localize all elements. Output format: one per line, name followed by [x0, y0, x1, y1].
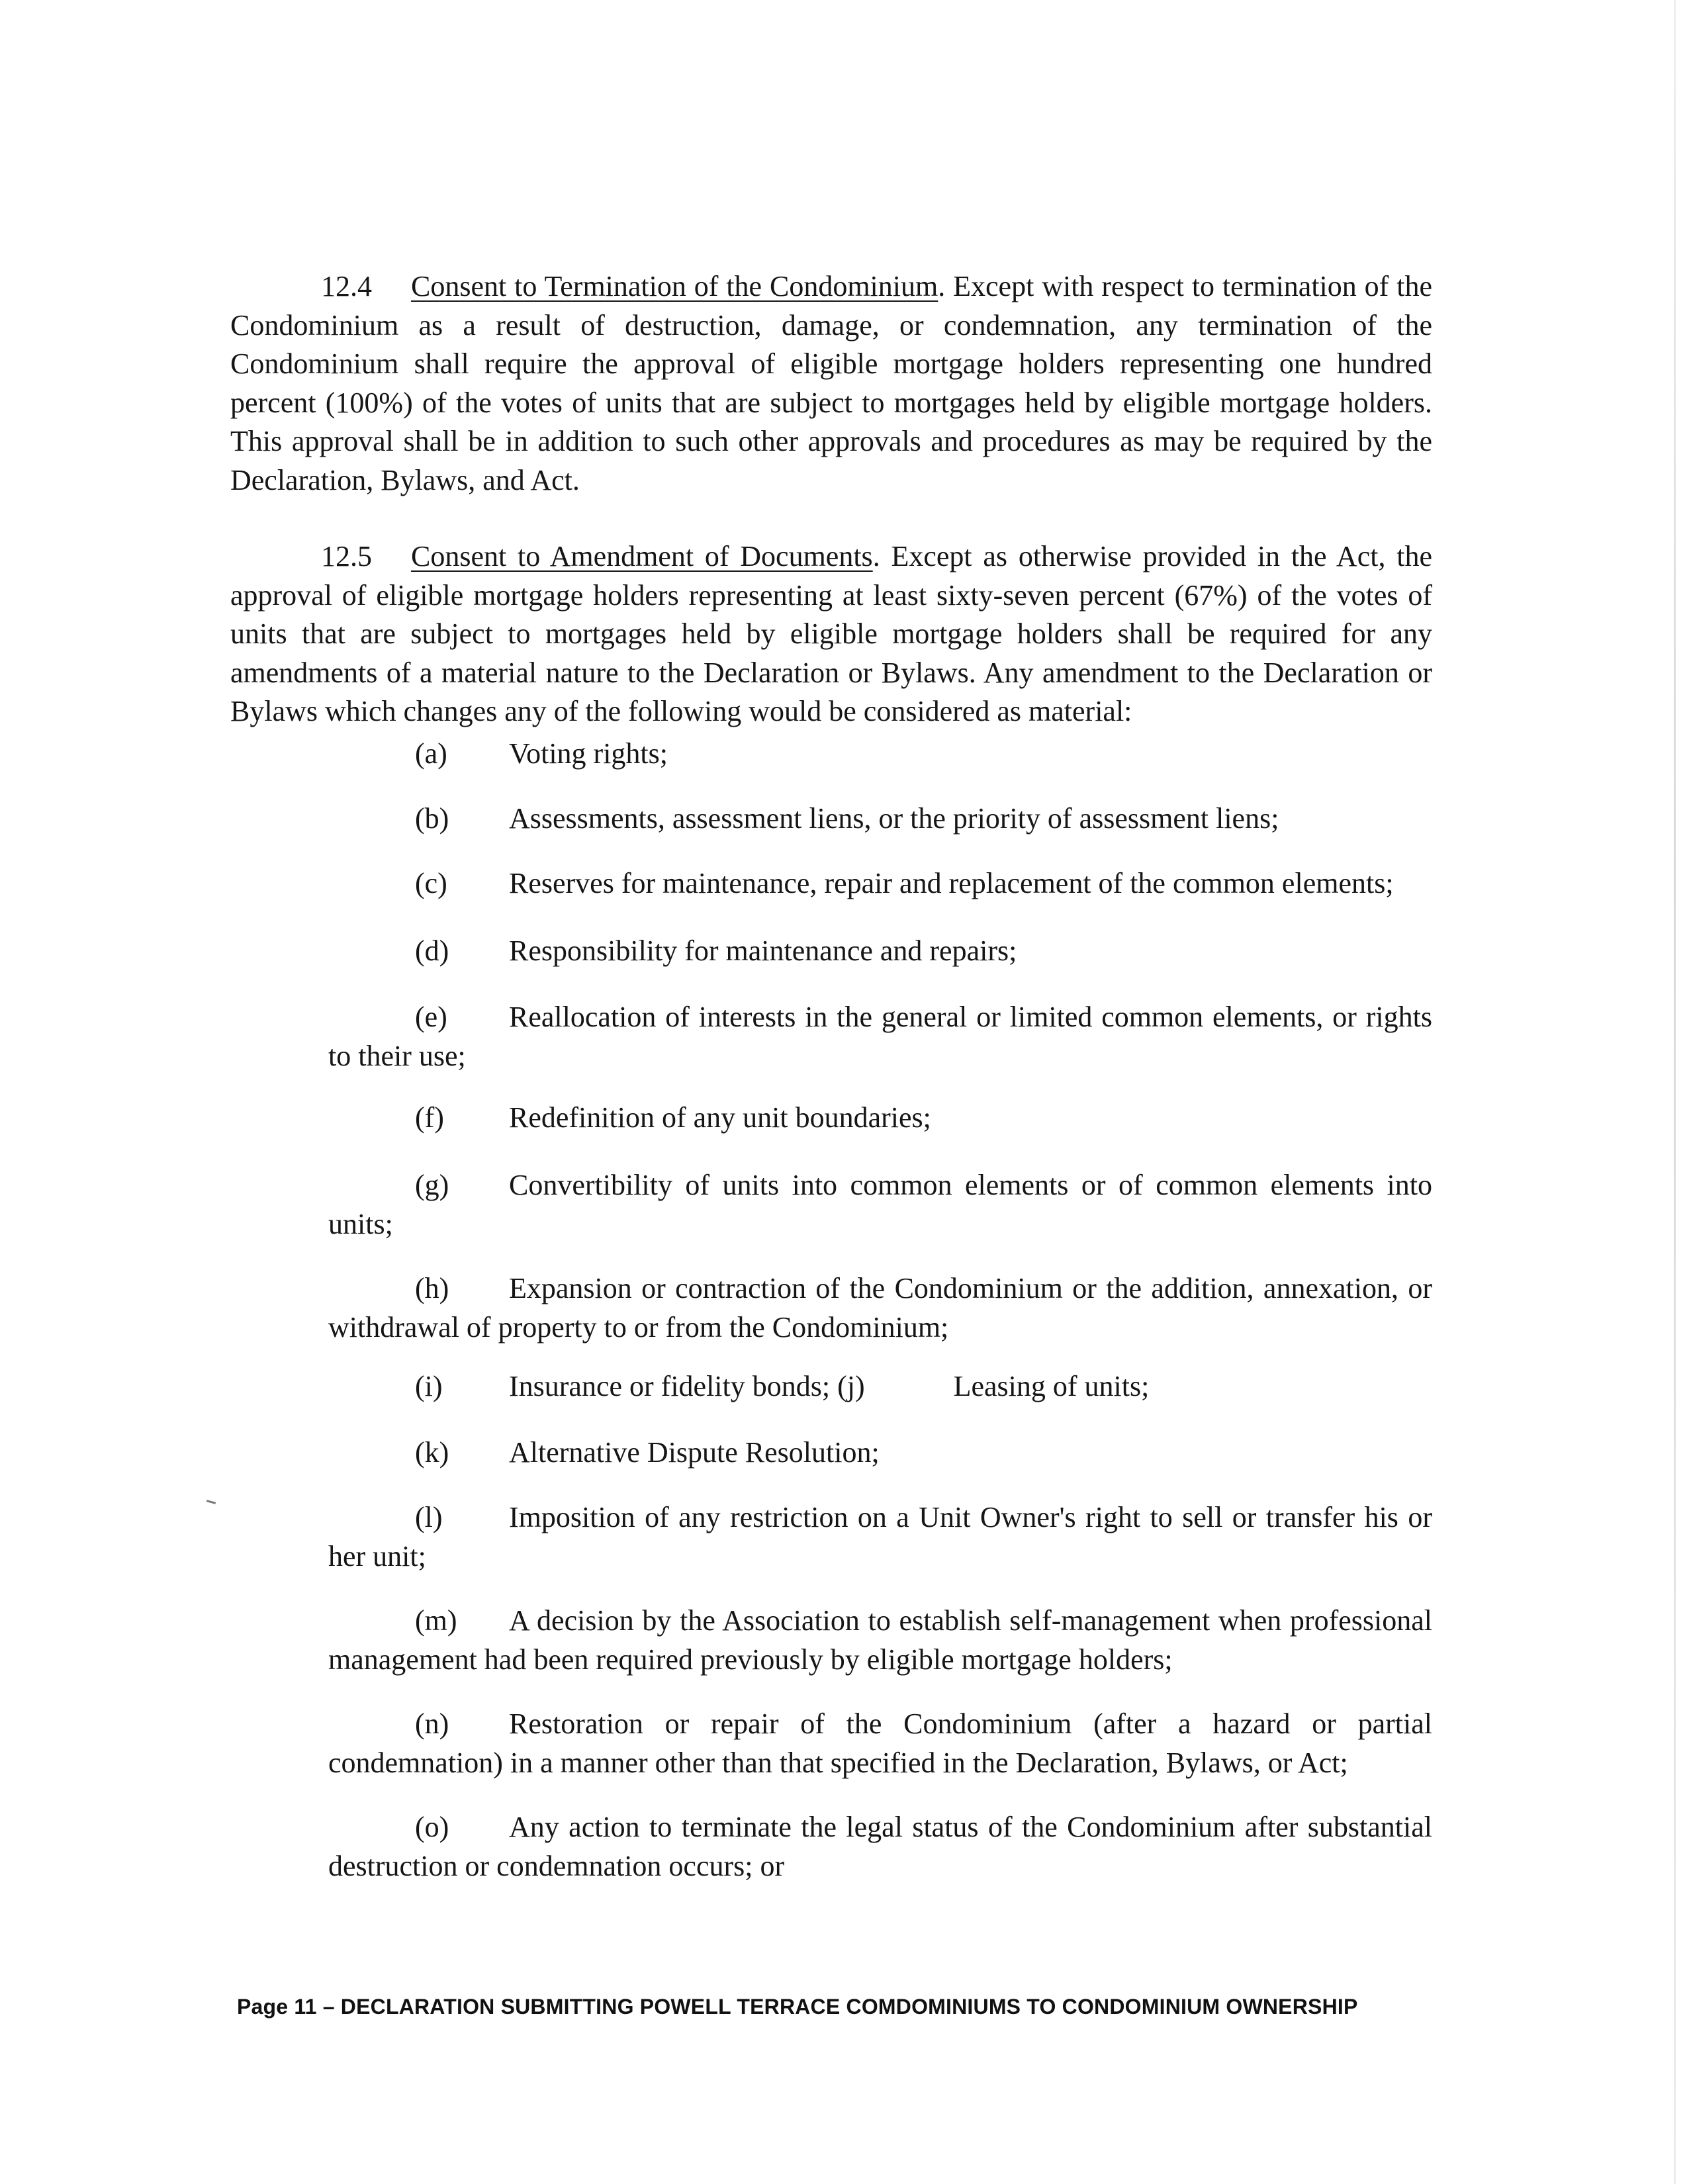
item-label: (c) — [415, 867, 447, 899]
item-label: (l) — [415, 1501, 443, 1533]
item-text: Convertibility of units into common elements or of common elements into units; — [328, 1169, 1432, 1240]
list-item-m — [328, 1602, 1432, 1679]
item-label: (e) — [415, 1001, 447, 1033]
item-text: Expansion or contraction of the Condominium or the addition, annexation, or withdrawal of property to or from the Condominium; — [328, 1272, 1432, 1343]
section-12-5-paragraph — [230, 537, 1432, 731]
section-body: . Except as otherwise provided in the Act, the approval of eligible mortgage holders representing at least sixty-seven percent (67%) of the votes of units that are subject to mortgages held by eligible mortgage holders shall be required for any amendments of a material nature to the Declaration or Bylaws. Any amendment to the Declaration or Bylaws which changes any of the following would be considered as material: — [230, 540, 1432, 727]
section-number: 12.5 — [321, 540, 372, 572]
page-footer: Page 11 – DECLARATION SUBMITTING POWELL TERRACE COMDOMINIUMS TO CONDOMINIUM OWNERSHIP — [237, 1995, 1358, 2019]
item-label: (i) — [415, 1370, 443, 1402]
item-label: (f) — [415, 1101, 444, 1134]
list-item-h — [328, 1269, 1432, 1347]
list-item-o — [328, 1808, 1432, 1886]
section-body: . Except with respect to termination of the Condominium as a result of destruction, damage, or condemnation, any termination of the Condominium shall require the approval of eligible mortgage holders representing one hundred percent (100%) of the votes of units that are subject to mortgages held by eligible mortgage holders. This approval shall be in addition to such other approvals and procedures as may be required by the Declaration, Bylaws, and Act. — [230, 270, 1432, 496]
item-text: Any action to terminate the legal status of the Condominium after substantial destruction or condemnation occurs; or — [328, 1811, 1432, 1882]
item-text: A decision by the Association to establish self-management when professional management had been required previously by eligible mortgage holders; — [328, 1604, 1432, 1676]
item-text: Reallocation of interests in the general or limited common elements, or rights to their use; — [328, 1001, 1432, 1072]
scan-edge-shadow — [1674, 0, 1676, 2184]
scan-speck — [206, 1500, 216, 1504]
list-item-f — [328, 1099, 1432, 1138]
list-item-c — [328, 864, 1432, 903]
item-label: (n) — [415, 1707, 449, 1740]
item-label: (a) — [415, 737, 447, 770]
item-text: Redefinition of any unit boundaries; — [509, 1101, 931, 1134]
list-item-i-j — [328, 1367, 1432, 1406]
item-label: (h) — [415, 1272, 449, 1304]
section-title: Consent to Termination of the Condominium — [411, 270, 938, 302]
list-item-n — [328, 1705, 1432, 1782]
section-12-4-paragraph — [230, 267, 1432, 500]
list-item-a — [328, 735, 1432, 774]
section-number: 12.4 — [321, 270, 372, 302]
item-label: (k) — [415, 1436, 449, 1469]
list-item-k — [328, 1433, 1432, 1473]
list-item-e — [328, 998, 1432, 1075]
item-label: (b) — [415, 802, 449, 835]
list-item-g — [328, 1166, 1432, 1244]
section-title: Consent to Amendment of Documents — [411, 540, 873, 572]
list-item-d — [328, 932, 1432, 971]
item-label: (m) — [415, 1604, 457, 1637]
list-item-l — [328, 1498, 1432, 1576]
item-text: Restoration or repair of the Condominium (after a hazard or partial condemnation) in a manner other than that specified in the Declaration, Bylaws, or Act; — [328, 1707, 1432, 1779]
item-text: Imposition of any restriction on a Unit Owner's right to sell or transfer his or her unit; — [328, 1501, 1432, 1572]
item-label: (g) — [415, 1169, 449, 1201]
item-text: Alternative Dispute Resolution; — [509, 1436, 880, 1469]
item-label: (d) — [415, 934, 449, 967]
item-text: Insurance or fidelity bonds; (j) — [509, 1370, 865, 1402]
item-text: Responsibility for maintenance and repairs; — [509, 934, 1017, 967]
item-text: Assessments, assessment liens, or the priority of assessment liens; — [509, 802, 1279, 835]
item-label: (o) — [415, 1811, 449, 1843]
list-item-b — [328, 799, 1432, 839]
item-text: Voting rights; — [509, 737, 668, 770]
item-text: Reserves for maintenance, repair and replacement of the common elements; — [509, 867, 1394, 899]
item-text-j: Leasing of units; — [953, 1370, 1150, 1402]
